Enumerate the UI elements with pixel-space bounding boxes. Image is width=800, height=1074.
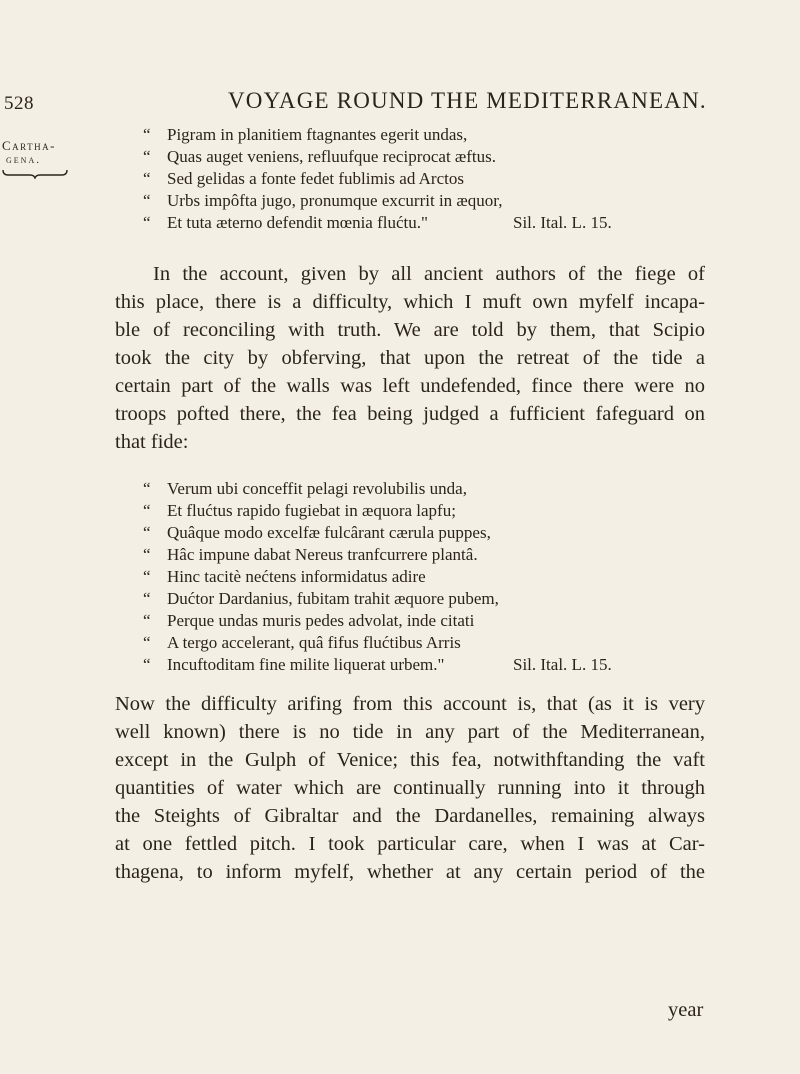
verse-line: “ Sed gelidas a fonte fedet fublimis ad Arctos — [143, 169, 464, 188]
verse-line: “ Quâque modo excelfæ fulcârant cærula puppes, — [143, 523, 491, 542]
verse-block-1 — [143, 124, 612, 234]
text-line: at one fettled pitch. I took particular care, when I was at Car- — [115, 833, 705, 855]
verse-line: “ Dućtor Dardanius, fubitam trahit æquore pubem, — [143, 589, 499, 608]
margin-note-line: gena. — [6, 154, 41, 166]
text-line: took the city by obferving, that upon the retreat of the tide a — [115, 347, 705, 369]
verse-line: “ A tergo accelerant, quâ fifus flućtibus Arris — [143, 633, 461, 652]
running-head: VOYAGE ROUND THE MEDITERRANEAN. — [228, 88, 707, 113]
curly-brace-icon — [2, 169, 68, 179]
catchword: year — [668, 999, 704, 1021]
verse-line: “ Hâc impune dabat Nereus tranfcurrere plantâ. — [143, 545, 478, 564]
verse-line: “ Pigram in planitiem ftagnantes egerit undas, — [143, 125, 468, 144]
verse-line: “ Et tuta æterno defendit mœnia flućtu." — [143, 213, 428, 232]
verse-line: “ Incuftoditam fine milite liquerat urbem." — [143, 655, 445, 674]
verse-line: “ Quas auget veniens, refluufque reciprocat æftus. — [143, 147, 497, 166]
citation: Sil. Ital. L. 15. — [513, 655, 612, 674]
text-line: ble of reconciling with truth. We are told by them, that Scipio — [115, 319, 705, 341]
verse-line: “ Hinc tacitè nećtens informidatus adire — [143, 567, 426, 586]
verse-line: “ Verum ubi conceffit pelagi revolubilis unda, — [143, 479, 467, 498]
paragraph-1 — [115, 260, 705, 456]
verse-block-2 — [143, 478, 612, 676]
text-line: that fide: — [115, 431, 189, 453]
verse-line: “ Perque undas muris pedes advolat, inde citati — [143, 611, 475, 630]
text-line: Now the difficulty arifing from this account is, that (as it is very — [115, 693, 705, 715]
text-line: this place, there is a difficulty, which I muft own myfelf incapa- — [115, 291, 705, 313]
text-line: the Steights of Gibraltar and the Dardanelles, remaining always — [115, 805, 705, 827]
text-line: quantities of water which are continually running into it through — [115, 777, 705, 799]
text-line: thagena, to inform myfelf, whether at any certain period of the — [115, 861, 705, 883]
text-line: In the account, given by all ancient authors of the fiege of — [153, 263, 705, 285]
margin-note-line: Cartha- — [2, 138, 56, 153]
text-line: except in the Gulph of Venice; this fea, notwithftanding the vaft — [115, 749, 705, 771]
text-line: well known) there is no tide in any part of the Mediterranean, — [115, 721, 705, 743]
paragraph-2 — [115, 690, 705, 886]
citation: Sil. Ital. L. 15. — [513, 213, 612, 232]
text-line: certain part of the walls was left undefended, fince there were no — [115, 375, 705, 397]
text-line: troops pofted there, the fea being judged a fufficient fafeguard on — [115, 403, 705, 425]
verse-line: “ Et flućtus rapido fugiebat in æquora lapfu; — [143, 501, 456, 520]
page-number: 528 — [4, 93, 34, 114]
verse-line: “ Urbs impôfta jugo, pronumque excurrit in æquor, — [143, 191, 503, 210]
margin-note — [2, 138, 82, 179]
